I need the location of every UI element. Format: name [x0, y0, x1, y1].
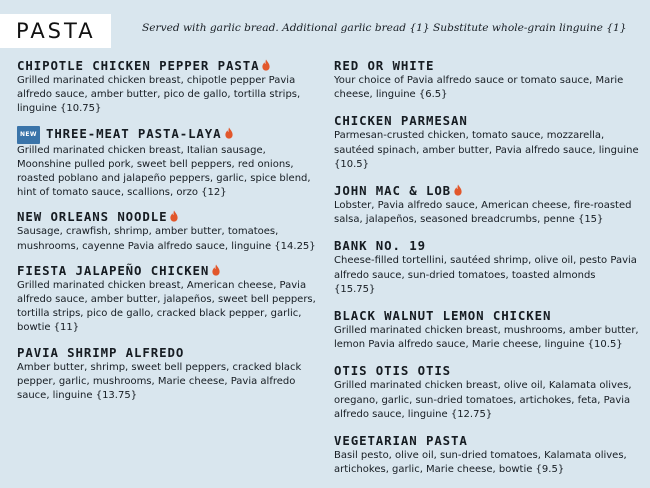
menu-item-title: VEGETARIAN PASTA	[334, 433, 468, 449]
menu-item-description: Sausage, crawfish, shrimp, amber butter, tomatoes, mushrooms, cayenne Pavia alfredo sauce, linguine {14.25}	[17, 226, 316, 252]
menu-item	[334, 183, 639, 227]
new-badge: NEW	[17, 126, 40, 144]
menu-item-description: Amber butter, shrimp, sweet bell peppers, cracked black pepper, garlic, mushrooms, Marie cheese, Pavia alfredo sauce, linguine {13.75}	[17, 361, 302, 402]
pepper-icon	[225, 127, 233, 139]
menu-item	[334, 238, 639, 297]
menu-item	[334, 113, 639, 172]
menu-item	[334, 58, 639, 102]
menu-item-description: Basil pesto, olive oil, sun-dried tomatoes, Kalamata olives, artichokes, garlic, Marie cheese, bowtie {9.5}	[334, 450, 627, 476]
menu-item-name	[17, 263, 317, 279]
menu-item-description: Your choice of Pavia alfredo sauce or tomato sauce, Marie cheese, linguine {6.5}	[334, 75, 624, 101]
menu-item-title: NEW ORLEANS NOODLE	[17, 209, 168, 225]
menu-item-title: FIESTA JALAPEÑO CHICKEN	[17, 262, 210, 278]
menu-item-name	[334, 58, 639, 74]
menu-item-title: BLACK WALNUT LEMON CHICKEN	[334, 308, 552, 324]
menu-item-title: CHICKEN PARMESAN	[334, 113, 468, 129]
menu-item	[17, 345, 317, 404]
menu-item-name	[334, 308, 639, 324]
menu-item	[334, 433, 639, 477]
pepper-icon	[454, 184, 462, 196]
menu-item-title: BANK NO. 19	[334, 238, 426, 254]
menu-item-title: JOHN MAC & LOB	[334, 183, 452, 199]
menu-item-title: THREE-MEAT PASTA-LAYA	[45, 125, 222, 141]
menu-item-name	[334, 363, 639, 379]
section-title-box	[0, 14, 111, 48]
menu-item-description: Grilled marinated chicken breast, American cheese, Pavia alfredo sauce, amber butter, jalapeños, sweet bell peppers, tortilla strips, pico de gallo, cracked black pepper, garlic, bowtie {11}	[17, 279, 316, 334]
menu-item-description: Cheese-filled tortellini, sautéed shrimp, olive oil, pesto Pavia alfredo sauce, sun-dried tomatoes, toasted almonds {15.75}	[334, 255, 637, 295]
pepper-icon	[212, 264, 220, 276]
menu-item-name	[17, 345, 317, 361]
menu-item-description: Grilled marinated chicken breast, chipotle pepper Pavia alfredo sauce, amber butter, pico de gallo, tortilla strips, linguine {10.75}	[17, 75, 301, 115]
menu-item	[334, 308, 639, 352]
garlic-bread-note: Served with garlic bread. Additional garlic bread {1} Substitute whole-grain linguine {1}	[142, 22, 627, 34]
menu-column-right	[334, 58, 639, 488]
menu-item-name	[334, 183, 639, 199]
menu-item-name	[17, 58, 317, 74]
menu-item-description: Parmesan-crusted chicken, tomato sauce, mozzarella, sautéed spinach, amber butter, Pavia alfredo sauce, linguine {10.5}	[334, 130, 639, 170]
menu-item-description: Grilled marinated chicken breast, olive oil, Kalamata olives, oregano, garlic, sun-dried tomatoes, artichokes, feta, Pavia alfredo sauce, linguine {12.75}	[334, 380, 632, 420]
menu-item-description: Grilled marinated chicken breast, mushrooms, amber butter, lemon Pavia alfredo sauce, Marie cheese, linguine {10.5}	[334, 325, 639, 351]
menu-item-description: Lobster, Pavia alfredo sauce, American cheese, fire-roasted salsa, jalapeños, seasoned breadcrumbs, penne {15}	[334, 200, 632, 226]
menu-item-title: CHIPOTLE CHICKEN PEPPER PASTA	[17, 58, 260, 73]
menu-item	[17, 126, 317, 201]
section-title: PASTA	[16, 19, 96, 43]
menu-item	[17, 58, 317, 117]
menu-item-name	[334, 113, 639, 129]
menu-item-name	[334, 238, 639, 254]
menu-item	[334, 363, 639, 422]
menu-item-description: Grilled marinated chicken breast, Italian sausage, Moonshine pulled pork, sweet bell peppers, red onions, roasted poblano and jalapeño peppers, garlic, spice blend, hint of tomato sauce, scallions, orzo {12}	[17, 144, 311, 199]
menu-item	[17, 263, 317, 336]
menu-item-title: OTIS OTIS OTIS	[334, 363, 452, 379]
menu-item-title: PAVIA SHRIMP ALFREDO	[17, 344, 185, 360]
pepper-icon	[170, 210, 178, 222]
menu-item-title: RED OR WHITE	[334, 58, 435, 73]
menu-item-name	[334, 433, 639, 449]
menu-item-name	[17, 126, 317, 144]
menu-item	[17, 209, 317, 253]
pepper-icon	[262, 59, 270, 71]
menu-item-name	[17, 209, 317, 225]
menu-column-left	[17, 58, 317, 412]
